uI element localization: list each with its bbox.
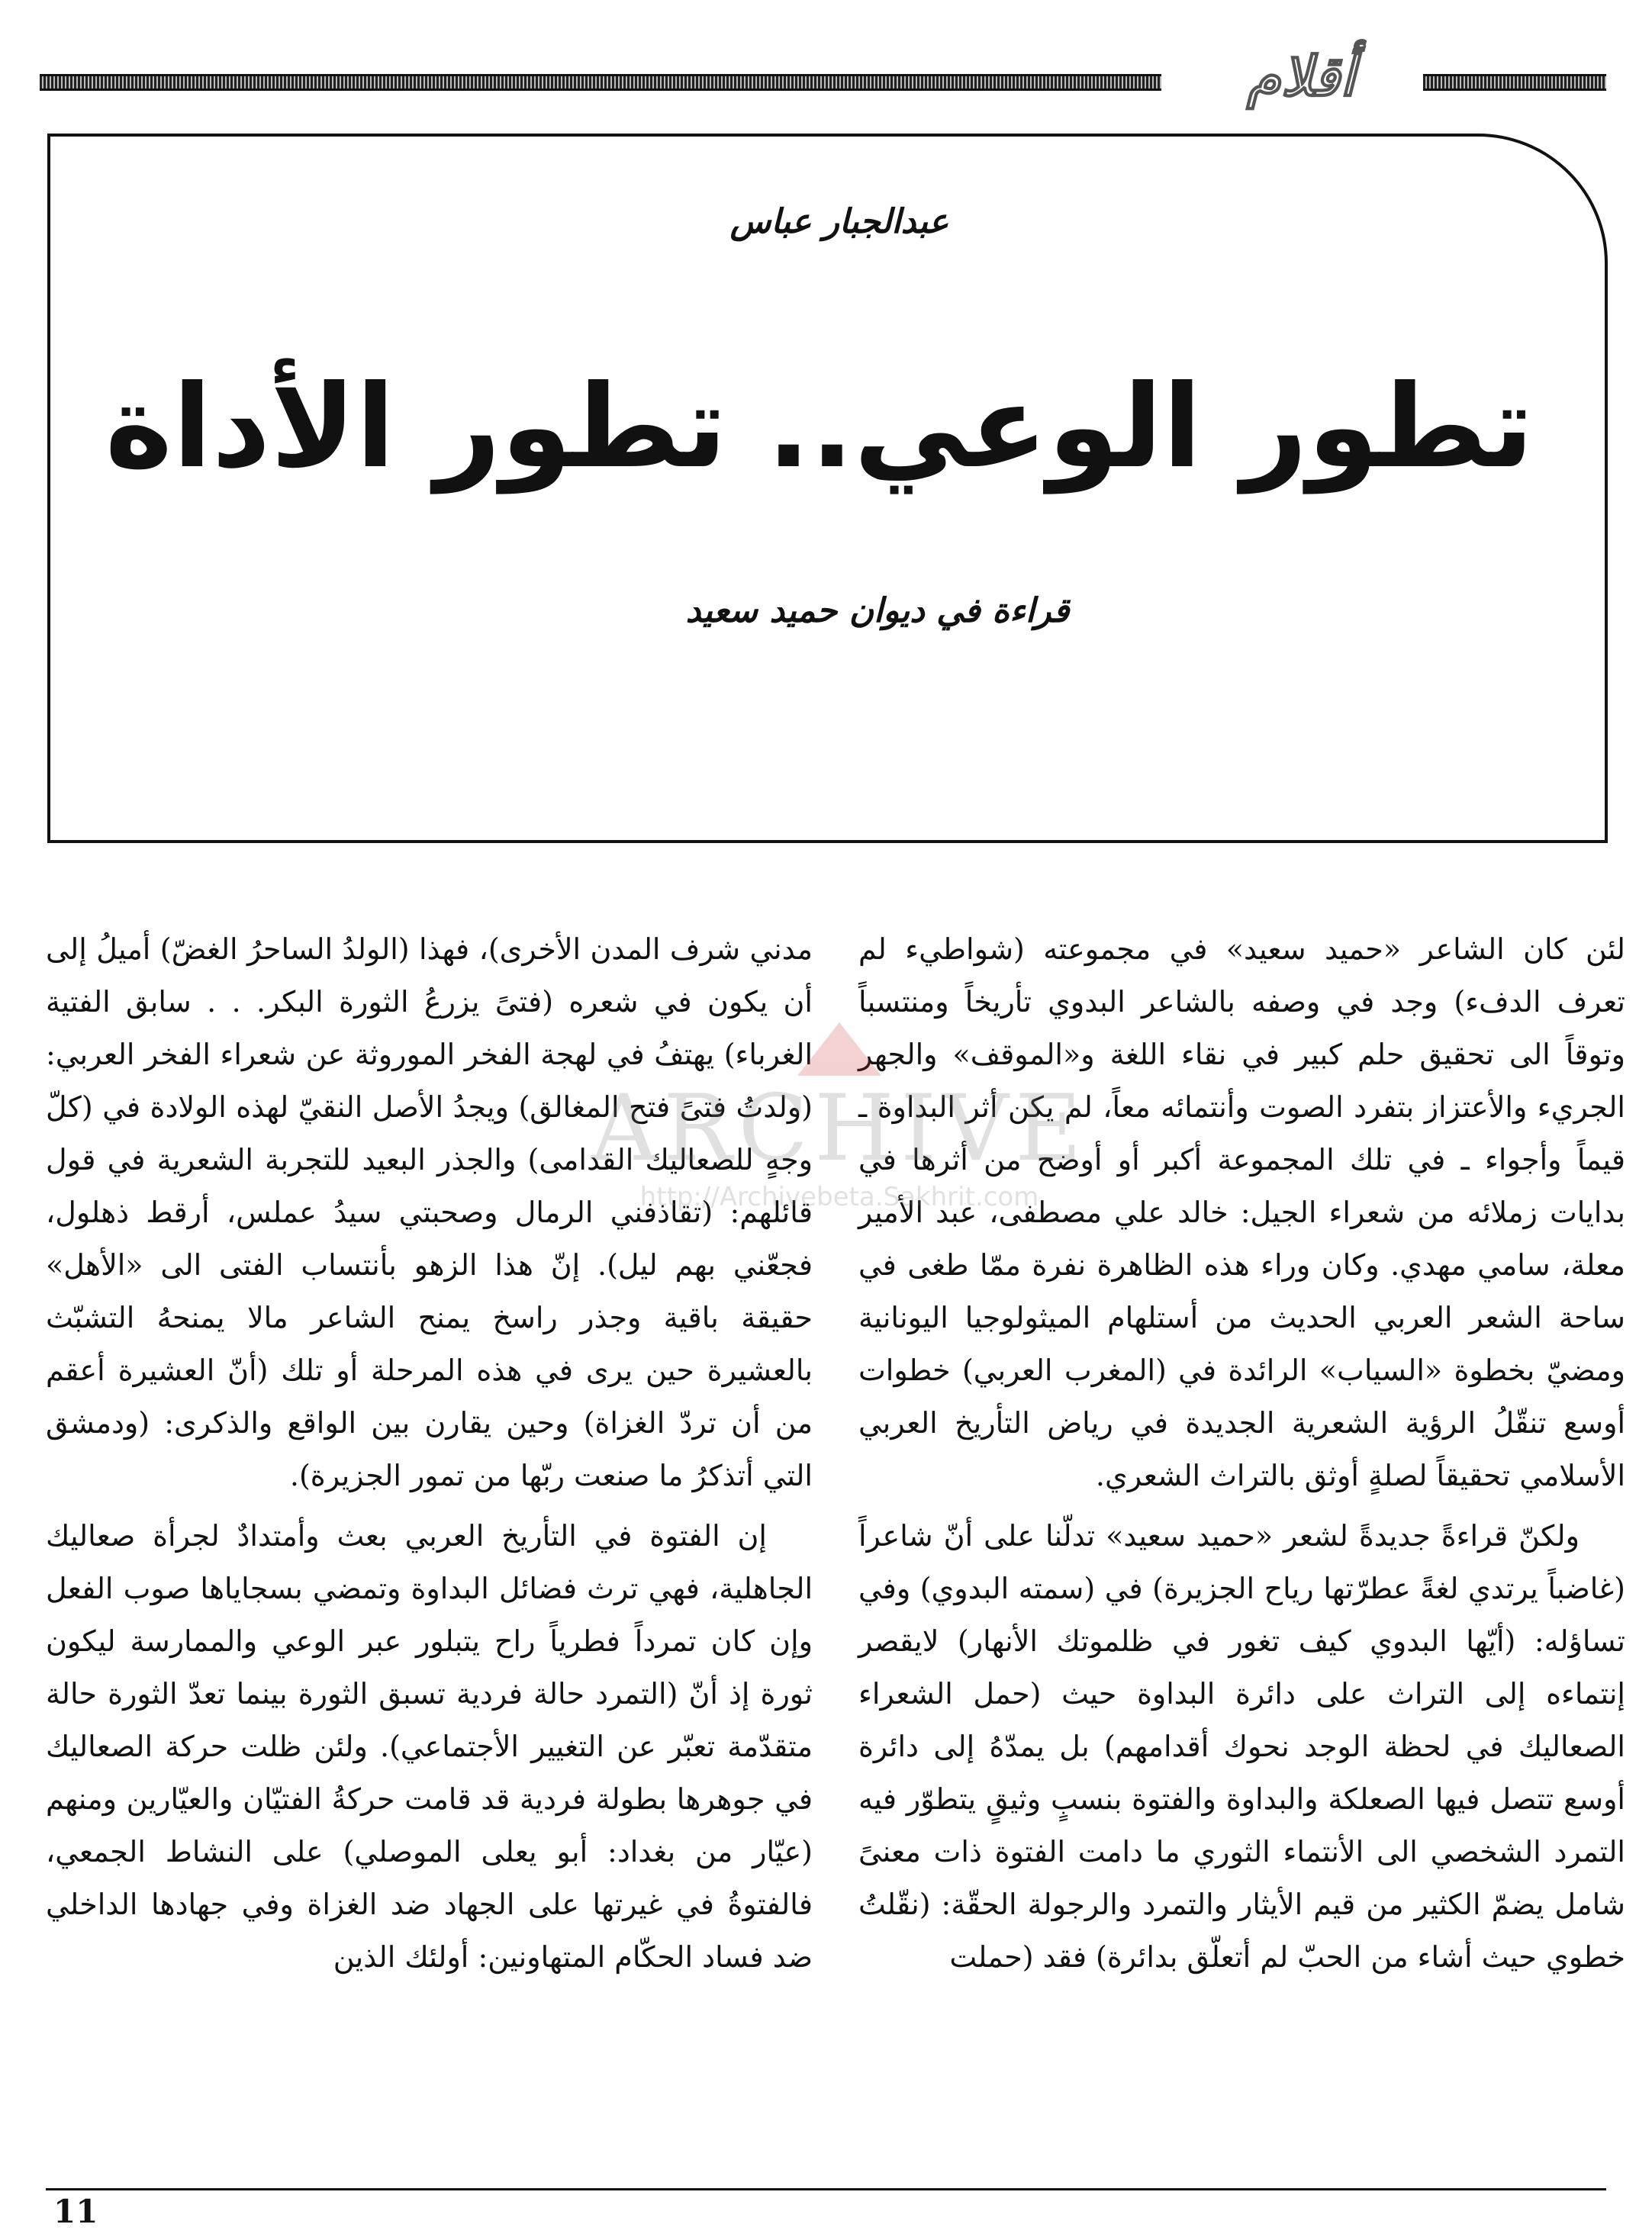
article-subtitle: قراءة في ديوان حميد سعيد bbox=[685, 591, 1070, 630]
paragraph: مدني شرف المدن الأخرى)، فهذا (الولدُ الساحرُ الغضّ) أميلُ إلى أن يكون في شعره (فتىً يزرعُ الثورة البكر. . . سابق الفتية الغرباء) يهتفُ في لهجة الفخر الموروثة عن شعراء الفخر العربي: (ولدتُ فتىً فتح المغالق) ويجدُ الأصل النقيّ لهذه الولادة في (كلّ وجهٍ للصعاليك القدامى) والجذر البعيد للتجربة الشعرية في قول قائلهم: (تقاذفني الرمال وصحبتي سيدُ عملس، أرقط ذهلول، فجعّني بهم ليل). إنّ هذا الزهو بأنتساب الفتى الى «الأهل» حقيقة باقية وجذر راسخ يمنح الشاعر مالا يمنحهُ التشبّث بالعشيرة حين يرى في هذه المرحلة أو تلك (أنّ العشيرة أعقم من أن تردّ الغزاة) وحين يقارن بين الواقع والذكرى: (ودمشق التي أتذكرُ ما صنعت ربّها من تمور الجزيرة). bbox=[46, 932, 813, 1492]
paragraph: ولكنّ قراءةً جديدةً لشعر «حميد سعيد» تدلّنا على أنّ شاعراً (غاضباً يرتدي لغةً عطرّتها رياح الجزيرة) في (سمته البدوي) وفي تساؤله: (أيّها البدوي كيف تغور في ظلموتك الأنهار) لايقصر إنتماءه إلى التراث على دائرة البداوة حيث (حمل الشعراء الصعاليك في لحظة الوجد نحوك أقدامهم) بل يمدّهُ إلى دائرة أوسع تتصل فيها الصعلكة والبداوة والفتوة بنسبٍ وثيقٍ يتطوّر فيه التمرد الشخصي الى الأنتماء الثوري ما دامت الفتوة ذات معنىً شامل يضمّ الكثير من قيم الأيثار والتمرد والرجولة الحقّة: (نقّلتُ خطوي حيث أشاء من الحبّ لم أتعلّق بدائرة) فقد (حملت bbox=[858, 1519, 1625, 1974]
page-number: 11 bbox=[53, 2193, 98, 2230]
body-column-right bbox=[858, 923, 1625, 1984]
paragraph: لئن كان الشاعر «حميد سعيد» في مجموعته (شواطيء لم تعرف الدفء) وجد في وصفه بالشاعر البدوي تأريخاً ومنتسباً وتوقاً الى تحقيق حلم كبير في نقاء اللغة و«الموقف» والجهر الجريء والأعتزاز بتفرد الصوت وأنتمائه معاً، لم يكن أثر البداوة ـ قيماً وأجواء ـ في تلك المجموعة أكبر أو أوضح من أثرها في بدايات زملائه من شعراء الجيل: خالد علي مصطفى، عبد الأمير معلة، سامي مهدي. وكان وراء هذه الظاهرة نفرة ممّا طغى في ساحة الشعر العربي الحديث من أستلهام الميثولوجيا اليونانية ومضيّ بخطوة «السياب» الرائدة في (المغرب العربي) خطوات أوسع تنقّلُ الرؤية الشعرية الجديدة في رياض التأريخ العربي الأسلامي تحقيقاً لصلةٍ أوثق بالتراث الشعري. bbox=[858, 932, 1625, 1492]
top-decorative-rule-right bbox=[1423, 74, 1606, 91]
watermark-url: http://Archivebeta.Sakhrit.com bbox=[639, 1182, 1039, 1212]
article-author: عبدالجبار عباس bbox=[729, 202, 949, 241]
body-column-left bbox=[46, 923, 813, 1984]
top-decorative-rule bbox=[40, 74, 1161, 91]
watermark-text: ARCHIVE bbox=[591, 1076, 1088, 1182]
article-title: تطور الوعي.. تطور الأداة bbox=[105, 361, 1534, 494]
magazine-masthead: أقلام bbox=[1247, 44, 1355, 108]
footer-rule bbox=[46, 2188, 1606, 2190]
paragraph: إن الفتوة في التأريخ العربي بعث وأمتدادٌ لجرأة صعاليك الجاهلية، فهي ترث فضائل البداوة وتمضي بسجاياها صوب الفعل وإن كان تمرداً فطرياً راح يتبلور عبر الوعي والممارسة ليكون ثورة إذ أنّ (التمرد حالة فردية تسبق الثورة بينما تعدّ الثورة حالة متقدّمة تعبّر عن التغيير الأجتماعي). ولئن ظلت حركة الصعاليك في جوهرها بطولة فردية قد قامت حركةُ الفتيّان والعيّارين ومنهم (عيّار من بغداد: أبو يعلى الموصلي) على النشاط الجمعي، فالفتوةُ في غيرتها على الجهاد ضد الغزاة وفي جهادها الداخلي ضد فساد الحكّام المتهاونين: أولئك الذين bbox=[46, 1519, 813, 1974]
